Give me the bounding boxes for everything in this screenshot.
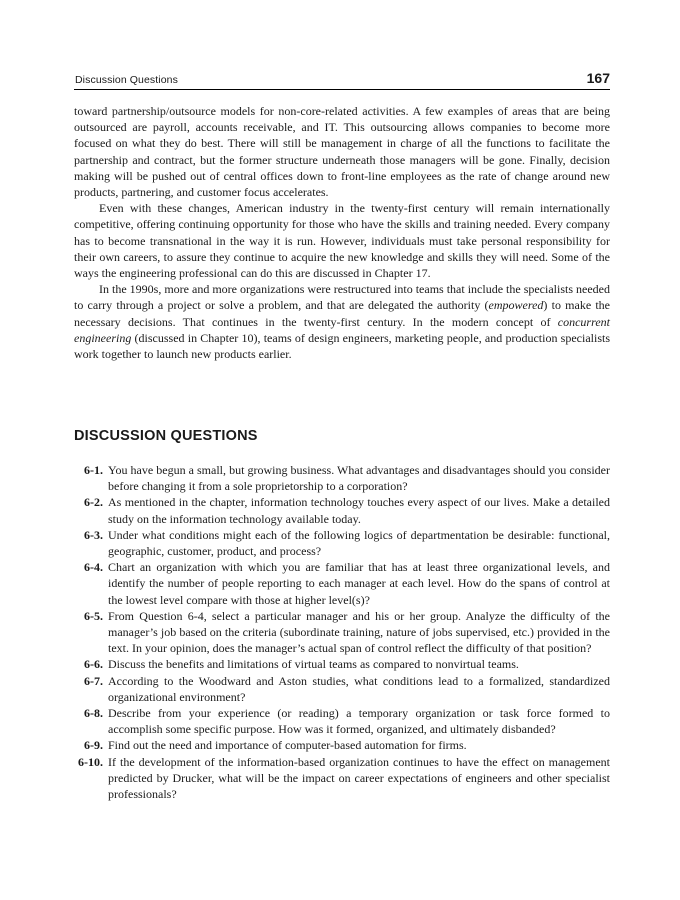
question-text: If the development of the information-based organization continues to have the effect on management predicted by Drucker, what will be the impact on career expectations of engineers and other specialist professionals? xyxy=(108,754,610,802)
body-text xyxy=(74,103,610,362)
question-text: Discuss the benefits and limitations of virtual teams as compared to nonvirtual teams. xyxy=(108,657,519,672)
question-number: 6-6. xyxy=(84,657,103,672)
question-item xyxy=(74,462,610,494)
question-number: 6-4. xyxy=(84,560,103,575)
paragraph-text: toward partnership/outsource models for non-core-related activities. A few examples of areas that are being outsourced are payroll, accounts receivable, and IT. This outsourcing allows companies to become more focused on what they do best. There will still be management in charge of all the functions to facilitate the partnership and contract, but the former structure underneath those managers will be gone. Finally, decision making will be pushed out of central offices down to front-line employees as the rate of change around new products, partnering, and customer focus accelerates. xyxy=(74,104,610,200)
question-list xyxy=(74,462,610,802)
question-item xyxy=(74,754,610,803)
question-number: 6-7. xyxy=(84,673,103,688)
section-heading: DISCUSSION QUESTIONS xyxy=(74,428,258,444)
paragraph-text: In the 1990s, more and more organizations were restructured into teams that include the specialists needed to carry through a project or solve a problem, and that are delegated the authority ( xyxy=(74,282,610,313)
paragraph xyxy=(74,200,610,281)
question-item xyxy=(74,559,610,608)
emphasis-term: empowered xyxy=(488,298,544,313)
paragraph-text: ) to make the necessary decisions. That continues in the twenty-first century. In the modern concept of xyxy=(74,298,611,329)
question-item xyxy=(74,737,610,753)
question-item xyxy=(74,705,610,737)
running-title: Discussion Questions xyxy=(75,74,178,86)
question-item xyxy=(74,527,610,559)
question-number: 6-2. xyxy=(84,495,103,510)
paragraph xyxy=(74,103,610,200)
question-number: 6-3. xyxy=(84,527,103,542)
question-text: Chart an organization with which you are familiar that has at least three organizational levels, and identify the number of people reporting to each manager at each level. How do the spans of control at the lowest level compare with those at higher level(s)? xyxy=(108,560,610,607)
question-item xyxy=(74,494,610,526)
question-text: Describe from your experience (or reading) a temporary organization or task force formed to accomplish some specific purpose. How was it formed, organized, and ultimately disbanded? xyxy=(108,706,610,737)
question-text: As mentioned in the chapter, information technology touches every aspect of our lives. Make a detailed study on the information technology available today. xyxy=(108,495,610,526)
question-number: 6-10. xyxy=(78,754,103,769)
question-number: 6-1. xyxy=(84,463,103,477)
question-item xyxy=(74,673,610,705)
question-text: Under what conditions might each of the following logics of departmentation be desirable: functional, geographic, customer, product, and process? xyxy=(108,527,610,559)
question-text: Find out the need and importance of computer-based automation for firms. xyxy=(108,738,467,753)
paragraph-text: (discussed in Chapter 10), teams of design engineers, marketing people, and production specialists work together to launch new products earlier. xyxy=(74,330,610,362)
question-text: According to the Woodward and Aston studies, what conditions lead to a formalized, standardized organizational environment? xyxy=(108,673,610,704)
question-item xyxy=(74,656,610,672)
paragraph-text: Even with these changes, American industry in the twenty-first century will remain internationally competitive, offering continuing opportunity for those who have the skills and training needed. Every company has to become transnational in the way it is run. However, individuals must take personal responsibility for their own careers, to assure they continue to acquire the new knowledge and skills they will need. Some of the ways the engineering professional can do this are discussed in Chapter 17. xyxy=(74,201,610,281)
question-text: From Question 6-4, select a particular manager and his or her group. Analyze the difficulty of the manager’s job based on the criteria (subordinate training, nature of jobs supervised, etc.) provided in the text. In your opinion, does the manager’s actual span of control reflect the difficulty of that position? xyxy=(108,608,610,656)
question-number: 6-8. xyxy=(84,706,103,721)
emphasis-term: concurrent engineering xyxy=(74,314,610,345)
paragraph xyxy=(74,281,610,362)
page-number: 167 xyxy=(586,70,610,86)
question-text: You have begun a small, but growing business. What advantages and disadvantages should you consider before changing it from a sole proprietorship to a corporation? xyxy=(108,463,610,494)
question-number: 6-9. xyxy=(84,738,103,753)
running-header xyxy=(74,71,610,90)
question-item xyxy=(74,608,610,657)
question-number: 6-5. xyxy=(84,608,103,623)
